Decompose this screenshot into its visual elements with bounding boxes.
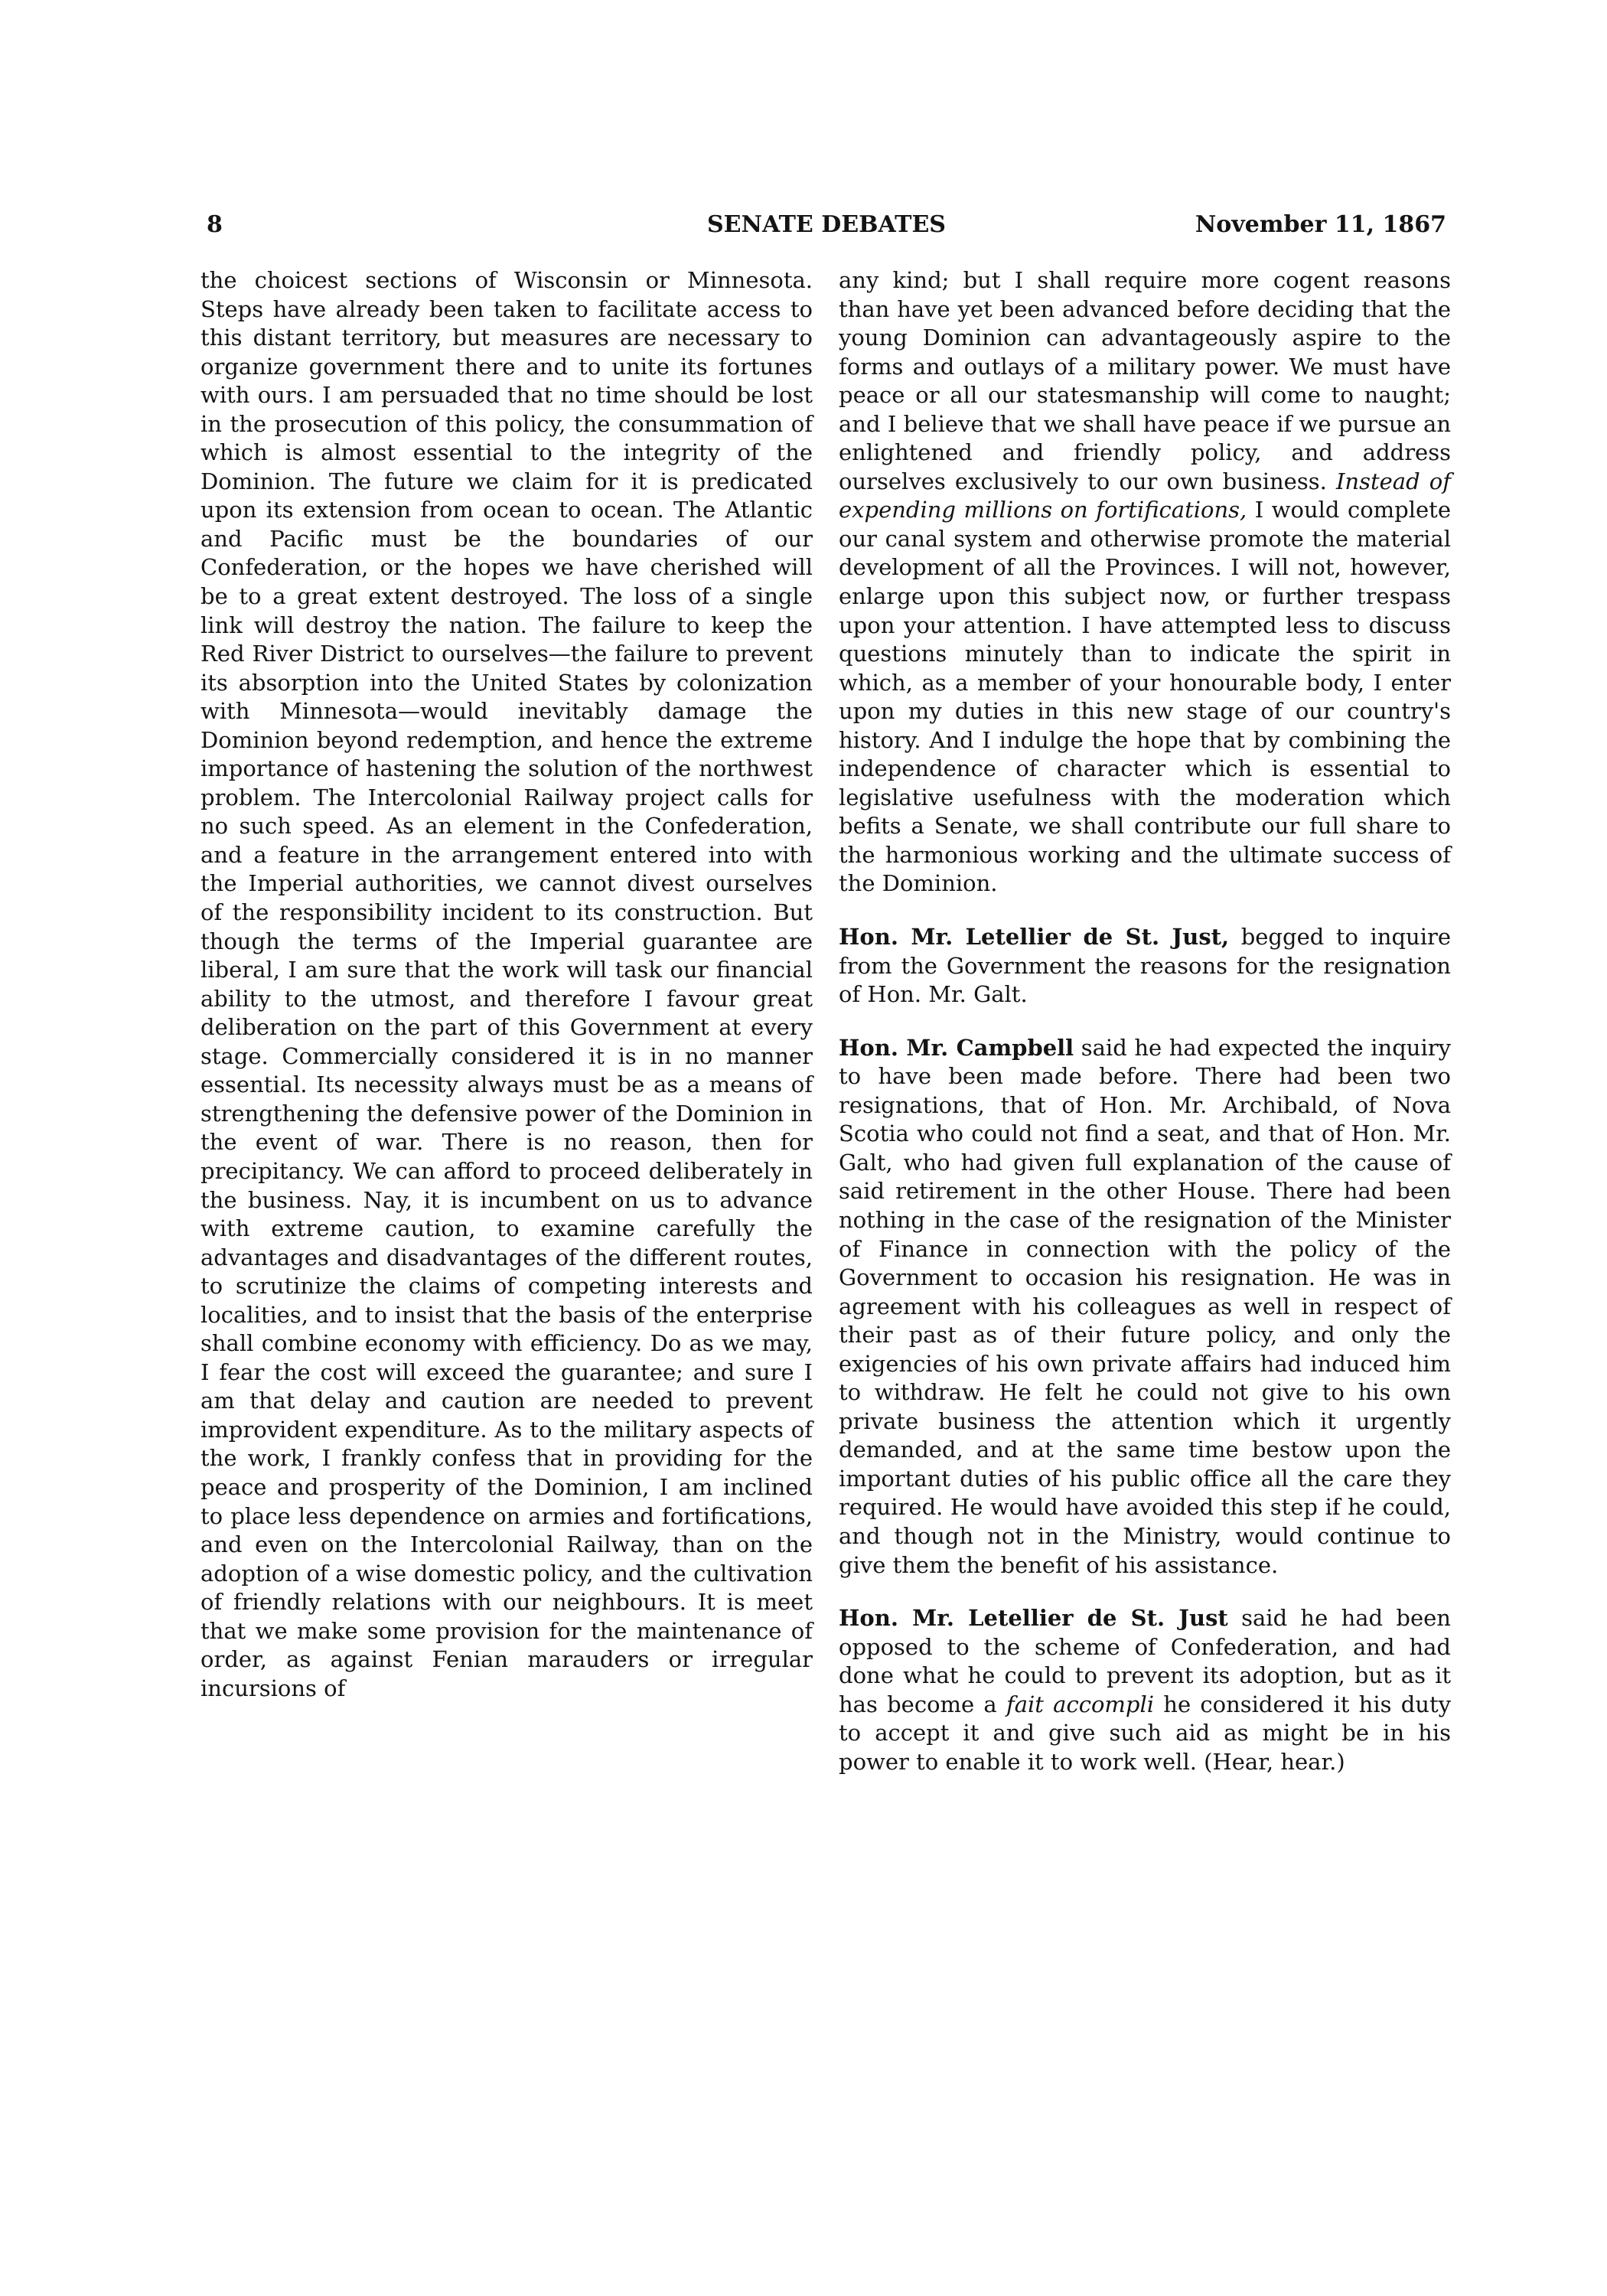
publication-title: SENATE DEBATES [707,211,946,238]
speech-conclusion-paragraph [839,266,1451,899]
speech-text: he considered it his duty to accept it and give such aid as might be in his power to enable it to work well. (Hear, hear.) [839,1691,1452,1775]
letellier-statement-paragraph [839,1604,1451,1776]
page-number: 8 [207,211,223,238]
right-column [839,266,1451,1776]
speech-text: any kind; but I shall require more cogent reasons than have yet been advanced before deciding that the young Dominion can advantageously aspire to the forms and outlays of a military power. We must have peace or all our statesmanship will come to naught; and I believe that we shall have peace if we pursue an enlightened and friendly policy, and address ourselves exclusively to our own business. [839,267,1451,494]
speech-text: said he had expected the inquiry to have been made before. There had been two resignations, that of Hon. Mr. Archibald, of Nova Scotia who could not find a seat, and that of Hon. Mr. Galt, who had given full explanation of the cause of said retirement in the other House. There had been nothing in the case of the resignation of the Minister of Finance in connection with the policy of the Government to occasion his resignation. He was in agreement with his colleagues as well in respect of their past as of their future policy, and only the exigencies of his own private affairs had induced him to withdraw. He felt he could not give to his own private business the attention which it urgently demanded, and at the same time bestow upon the important duties of his public office all the care they required. He would have avoided this step if he could, and though not in the Ministry, would continue to give them the benefit of his assistance. [839,1034,1451,1578]
italic-emphasis: fait accompli [1006,1691,1155,1717]
italic-emphasis: Instead of expending millions on fortifications, [839,468,1451,523]
speech-continuation-paragraph: the choicest sections of Wisconsin or Minnesota. Steps have already been taken to facilitate access to this distant territory, but measures are necessary to organize government there and to unite its fortunes with ours. I am persuaded that no time should be lost in the prosecution of this policy, the consummation of which is almost essential to the integrity of the Dominion. The future we claim for it is predicated upon its extension from ocean to ocean. The Atlantic and Pacific must be the boundaries of our Confederation, or the hopes we have cherished will be to a great extent destroyed. The loss of a single link will destroy the nation. The failure to keep the Red River District to ourselves—the failure to prevent its absorption into the United States by colonization with Minnesota—would inevitably damage the Dominion beyond redemption, and hence the extreme importance of hastening the solution of the northwest problem. The Intercolonial Railway project calls for no such speed. As an element in the Confederation, and a feature in the arrangement entered into with the Imperial authorities, we cannot divest ourselves of the responsibility incident to its construction. But though the terms of the Imperial guarantee are liberal, I am sure that the work will task our financial ability to the utmost, and therefore I favour great deliberation on the part of this Government at every stage. Commercially considered it is in no manner essential. Its necessity always must be as a means of strengthening the defensive power of the Dominion in the event of war. There is no reason, then for precipitancy. We can afford to proceed deliberately in the business. Nay, it is incumbent on us to advance with extreme caution, to examine carefully the advantages and disadvantages of the different routes, to scrutinize the claims of competing interests and localities, and to insist that the basis of the enterprise shall combine economy with efficiency. Do as we may, I fear the cost will exceed the guarantee; and sure I am that delay and caution are needed to prevent improvident expenditure. As to the military aspects of the work, I frankly confess that in providing for the peace and prosperity of the Dominion, I am inclined to place less dependence on armies and fortifications, and even on the Intercolonial Railway, than on the adoption of a wise domestic policy, and the cultivation of friendly relations with our neighbours. It is meet that we make some provision for the maintenance of order, as against Fenian marauders or irregular incursions of [200,267,813,1701]
speaker-name: Hon. Mr. Letellier de St. Just [839,1605,1228,1632]
speech-text: said he had been opposed to the scheme of Confederation, and had done what he could to prevent its adoption, but as it has become a [839,1605,1451,1717]
speech-text: begged to inquire from the Government the reasons for the resignation of Hon. Mr. Galt. [839,924,1451,1008]
running-header [199,208,1454,242]
speaker-name: Hon. Mr. Letellier de St. Just, [839,924,1230,951]
speech-text: I would complete our canal system and otherwise promote the material development of all the Provinces. I will not, however, enlarge upon this subject now, or further trespass upon your attention. I have attempted less to discuss questions minutely than to indicate the spirit in which, as a member of your honourable body, I enter upon my duties in this new stage of our country's history. And I indulge the hope that by combining the independence of character which is essential to legislative usefulness with the moderation which befits a Senate, we shall contribute our full share to the harmonious working and the ultimate success of the Dominion. [839,497,1451,897]
speaker-name: Hon. Mr. Campbell [839,1034,1074,1061]
header-date: November 11, 1867 [1195,211,1446,238]
letellier-inquiry-paragraph [839,923,1451,1009]
campbell-reply-paragraph [839,1034,1451,1580]
left-column [200,266,813,1703]
